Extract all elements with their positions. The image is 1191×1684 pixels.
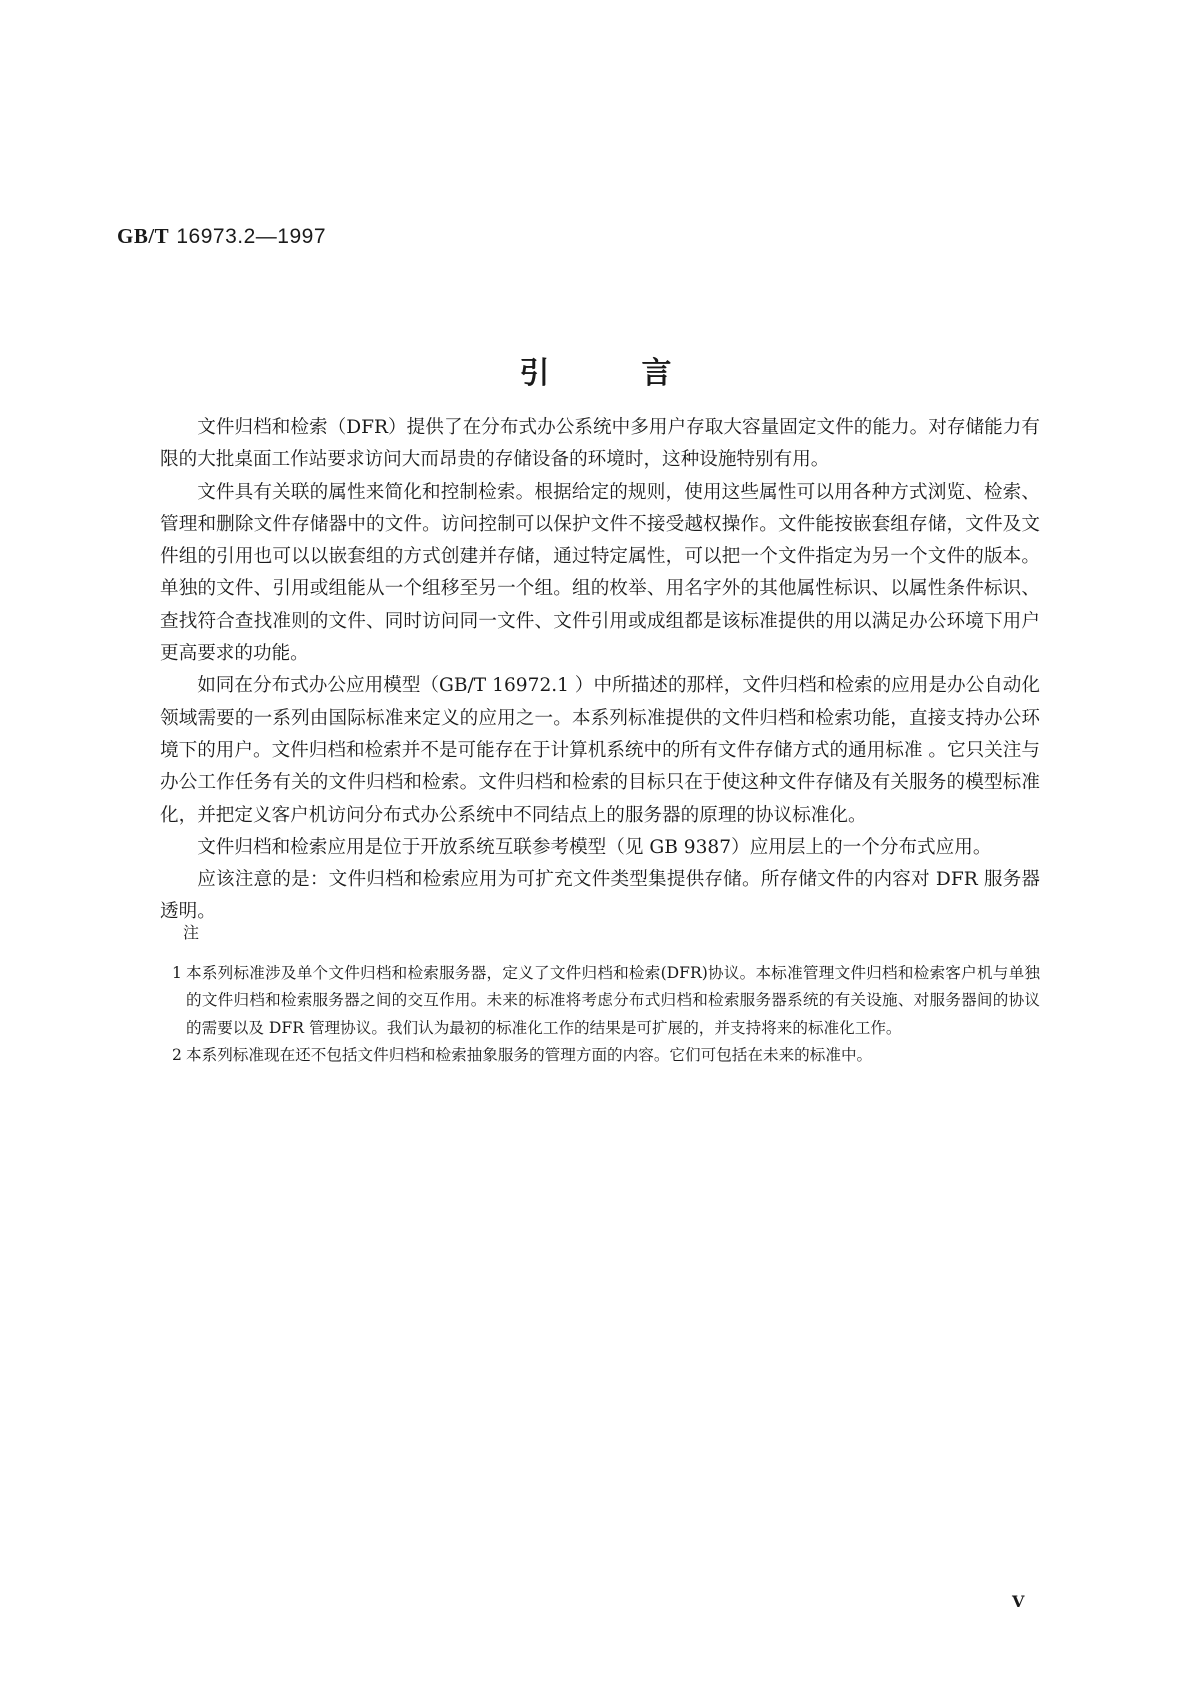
notes-label: 注 [183,923,200,942]
note-item [172,960,1040,1042]
title-char-2: 言 [641,356,672,391]
title-char-1: 引 [519,356,550,391]
paragraph: 文件具有关联的属性来简化和控制检索。根据给定的规则，使用这些属性可以用各种方式浏览、检索、管理和删除文件存储器中的文件。访问控制可以保护文件不接受越权操作。文件能按嵌套组存储，文件及文件组的引用也可以以嵌套组的方式创建并存储，通过特定属性，可以把一个文件指定为另一个文件的版本。单独的文件、引用或组能从一个组移至另一个组。组的枚举、用名字外的其他属性标识、以属性条件标识、查找符合查找准则的文件、同时访问同一文件、文件引用或成组都是该标准提供的用以满足办公环境下用户更高要求的功能。 [160,481,1040,665]
paragraph: 如同在分布式办公应用模型（GB/T 16972.1 ）中所描述的那样，文件归档和检索的应用是办公自动化领域需要的一系列由国际标准来定义的应用之一。本系列标准提供的文件归档和检索功能，直接支持办公环境下的用户。文件归档和检索并不是可能存在于计算机系统中的所有文件存储方式的通用标准 。它只关注与办公工作任务有关的文件归档和检索。文件归档和检索的目标只在于使这种文件存储及有关服务的模型标准化，并把定义客户机访问分布式办公系统中不同结点上的服务器的原理的协议标准化。 [160,675,1040,826]
paragraph: 文件归档和检索（DFR）提供了在分布式办公系统中多用户存取大容量固定文件的能力。对存储能力有限的大批桌面工作站要求访问大而昂贵的存储设备的环境时，这种设施特别有用。 [160,417,1040,471]
page-title [0,348,1191,392]
note-item [172,1042,1040,1069]
note-number: 2 [172,1046,182,1065]
note-text: 本系列标准现在还不包括文件归档和检索抽象服务的管理方面的内容。它们可包括在未来的标准中。 [186,1046,873,1065]
paragraph: 应该注意的是：文件归档和检索应用为可扩充文件类型集提供存储。所存储文件的内容对 DFR 服务器透明。 [160,869,1040,923]
notes-list [172,960,1040,1070]
standard-code-header [117,224,326,249]
introduction-body [160,412,1040,929]
paragraph: 文件归档和检索应用是位于开放系统互联参考模型（见 GB 9387）应用层上的一个分布式应用。 [197,836,992,858]
standard-number: 16973.2—1997 [176,225,327,248]
page-number: V [1012,1592,1025,1611]
note-text: 本系列标准涉及单个文件归档和检索服务器，定义了文件归档和检索(DFR)协议。本标准管理文件归档和检索客户机与单独的文件归档和检索服务器之间的交互作用。未来的标准将考虑分布式归档和检索服务器系统的有关设施、对服务器间的协议的需要以及 DFR 管理协议。我们认为最初的标准化工作的结果是可扩展的，并支持将来的标准化工作。 [186,964,1040,1037]
standard-prefix: GB/T [117,224,170,248]
note-number: 1 [172,964,182,982]
